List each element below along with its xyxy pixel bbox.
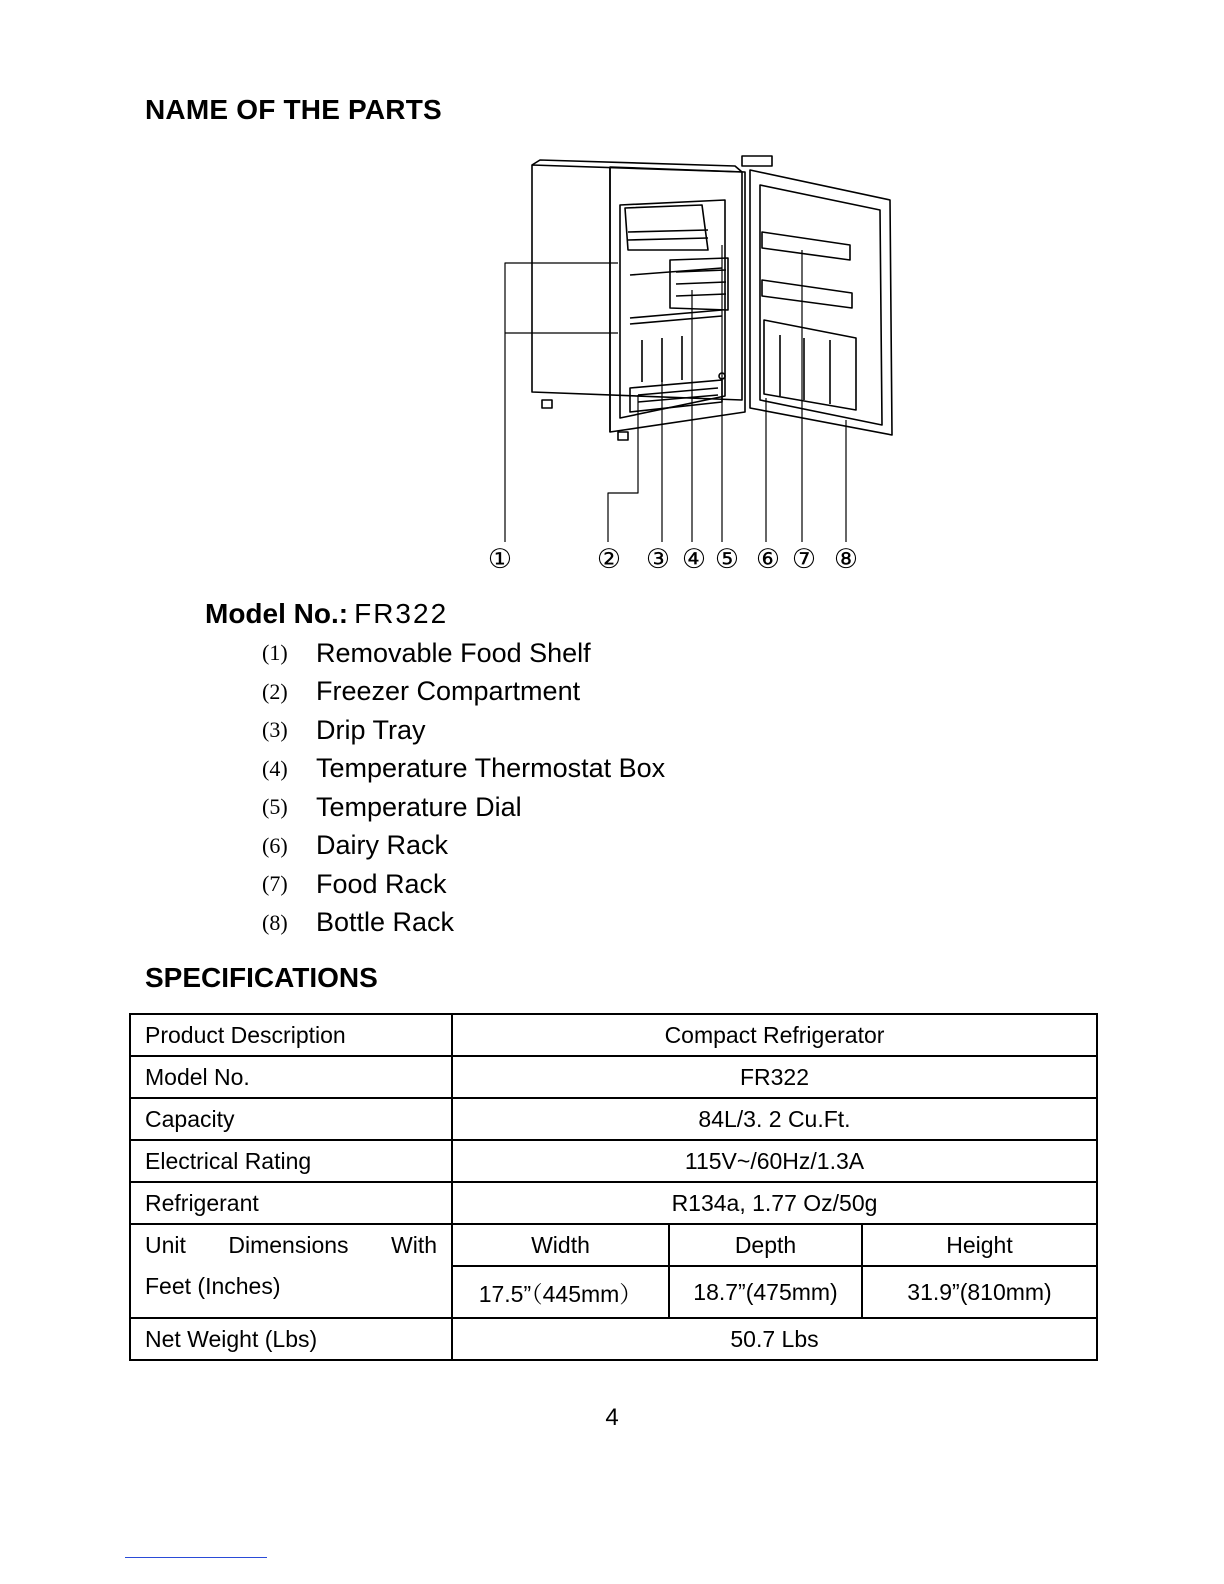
parts-list — [262, 634, 665, 942]
spec-value: FR322 — [452, 1056, 1097, 1098]
parts-heading: NAME OF THE PARTS — [145, 94, 442, 125]
specifications-heading: SPECIFICATIONS — [145, 962, 378, 993]
table-row — [130, 1014, 1097, 1056]
callout-7: ⑦ — [791, 544, 817, 575]
spec-label: Capacity — [130, 1098, 452, 1140]
callout-4: ④ — [681, 544, 707, 575]
list-item: (2) Freezer Compartment — [262, 676, 581, 707]
dim-value-width: 17.5”（445mm） — [452, 1266, 669, 1318]
list-item: (1) Removable Food Shelf — [262, 637, 591, 668]
spec-label: Electrical Rating — [130, 1140, 452, 1182]
dim-value-height: 31.9”(810mm) — [862, 1266, 1097, 1318]
dim-value-depth: 18.7”(475mm) — [669, 1266, 862, 1318]
callout-1: ① — [487, 544, 513, 575]
list-item: (6) Dairy Rack — [262, 830, 449, 861]
freezer-compartment — [625, 205, 708, 250]
callout-8: ⑧ — [833, 544, 859, 575]
dim-header-height: Height — [862, 1224, 1097, 1266]
spec-label: Product Description — [130, 1014, 452, 1056]
page-number: 4 — [605, 1404, 619, 1431]
table-row — [130, 1318, 1097, 1360]
list-item: (7) Food Rack — [262, 868, 447, 899]
dairy-rack — [762, 232, 850, 260]
model-value: FR322 — [354, 598, 449, 629]
table-row — [130, 1056, 1097, 1098]
refrigerator-diagram — [470, 150, 910, 580]
spec-value: 115V~/60Hz/1.3A — [452, 1140, 1097, 1182]
spec-label: Net Weight (Lbs) — [130, 1318, 452, 1360]
table-row — [130, 1224, 1097, 1266]
table-row — [130, 1140, 1097, 1182]
spec-label: Refrigerant — [130, 1182, 452, 1224]
list-item: (4) Temperature Thermostat Box — [262, 753, 666, 784]
list-item: (8) Bottle Rack — [262, 907, 455, 938]
food-rack — [762, 280, 852, 308]
table-row — [130, 1098, 1097, 1140]
model-line — [205, 598, 448, 630]
table-row — [130, 1182, 1097, 1224]
callout-2: ② — [596, 544, 622, 575]
list-item: (5) Temperature Dial — [262, 791, 522, 822]
callout-6: ⑥ — [755, 544, 781, 575]
spec-label-dimensions: Unit Dimensions With Feet (Inches) — [130, 1224, 452, 1318]
model-label: Model No.: — [205, 598, 349, 629]
callout-5: ⑤ — [714, 544, 740, 575]
dim-header-width: Width — [452, 1224, 669, 1266]
bottle-rack — [764, 320, 856, 410]
dim-header-depth: Depth — [669, 1224, 862, 1266]
spec-label: Model No. — [130, 1056, 452, 1098]
specifications-table — [129, 1013, 1098, 1361]
callout-3: ③ — [645, 544, 671, 575]
spec-value: 50.7 Lbs — [452, 1318, 1097, 1360]
footnote-separator — [125, 1557, 267, 1558]
spec-value: 84L/3. 2 Cu.Ft. — [452, 1098, 1097, 1140]
spec-value: Compact Refrigerator — [452, 1014, 1097, 1056]
spec-value: R134a, 1.77 Oz/50g — [452, 1182, 1097, 1224]
list-item: (3) Drip Tray — [262, 714, 426, 745]
